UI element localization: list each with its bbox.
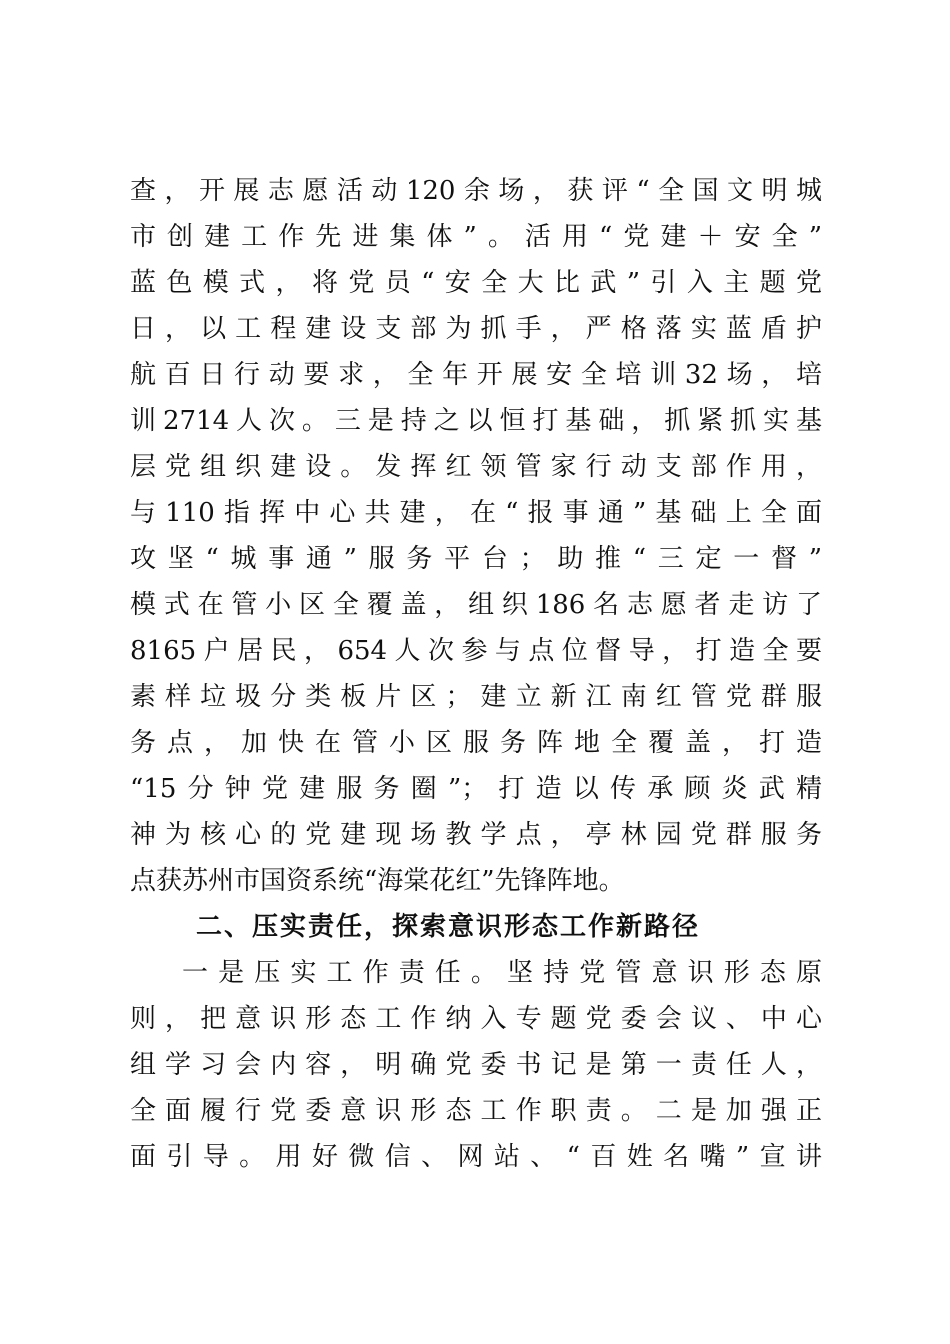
section-heading: 二、压实责任，探索意识形态工作新路径 xyxy=(196,912,701,942)
paragraph-line: 一是压实工作责任。坚持党管意识形态原 xyxy=(182,958,822,988)
paragraph-line: 神为核心的党建现场教学点，亭林园党群服务 xyxy=(130,820,822,850)
paragraph-line: 8165户居民，654人次参与点位督导，打造全要 xyxy=(130,636,822,666)
paragraph-line: 查，开展志愿活动120余场，获评“全国文明城 xyxy=(130,176,822,206)
paragraph-line: 层党组织建设。发挥红领管家行动支部作用， xyxy=(130,452,822,482)
paragraph-line: 市创建工作先进集体”。活用“党建＋安全” xyxy=(130,222,822,252)
paragraph-line: 攻坚“城事通”服务平台；助推“三定一督” xyxy=(130,544,822,574)
paragraph-line: 素样垃圾分类板片区；建立新江南红管党群服 xyxy=(130,682,822,712)
paragraph-line: 面引导。用好微信、网站、“百姓名嘴”宣讲 xyxy=(130,1142,822,1172)
paragraph-line: 航百日行动要求，全年开展安全培训32场，培 xyxy=(130,360,822,390)
paragraph-line: 务点，加快在管小区服务阵地全覆盖，打造 xyxy=(130,728,822,758)
paragraph-line: 则，把意识形态工作纳入专题党委会议、中心 xyxy=(130,1004,822,1034)
paragraph-line: 训2714人次。三是持之以恒打基础，抓紧抓实基 xyxy=(130,406,822,436)
paragraph-line: 蓝色模式，将党员“安全大比武”引入主题党 xyxy=(130,268,822,298)
document-body xyxy=(130,168,822,1180)
paragraph-line: 组学习会内容，明确党委书记是第一责任人， xyxy=(130,1050,822,1080)
paragraph-line: 全面履行党委意识形态工作职责。二是加强正 xyxy=(130,1096,822,1126)
paragraph-line: “15分钟党建服务圈”；打造以传承顾炎武精 xyxy=(130,774,822,804)
paragraph-line: 点获苏州市国资系统“海棠花红”先锋阵地。 xyxy=(130,866,625,896)
paragraph-line: 与110指挥中心共建，在“报事通”基础上全面 xyxy=(130,498,822,528)
paragraph-line: 模式在管小区全覆盖，组织186名志愿者走访了 xyxy=(130,590,822,620)
paragraph-line: 日，以工程建设支部为抓手，严格落实蓝盾护 xyxy=(130,314,822,344)
